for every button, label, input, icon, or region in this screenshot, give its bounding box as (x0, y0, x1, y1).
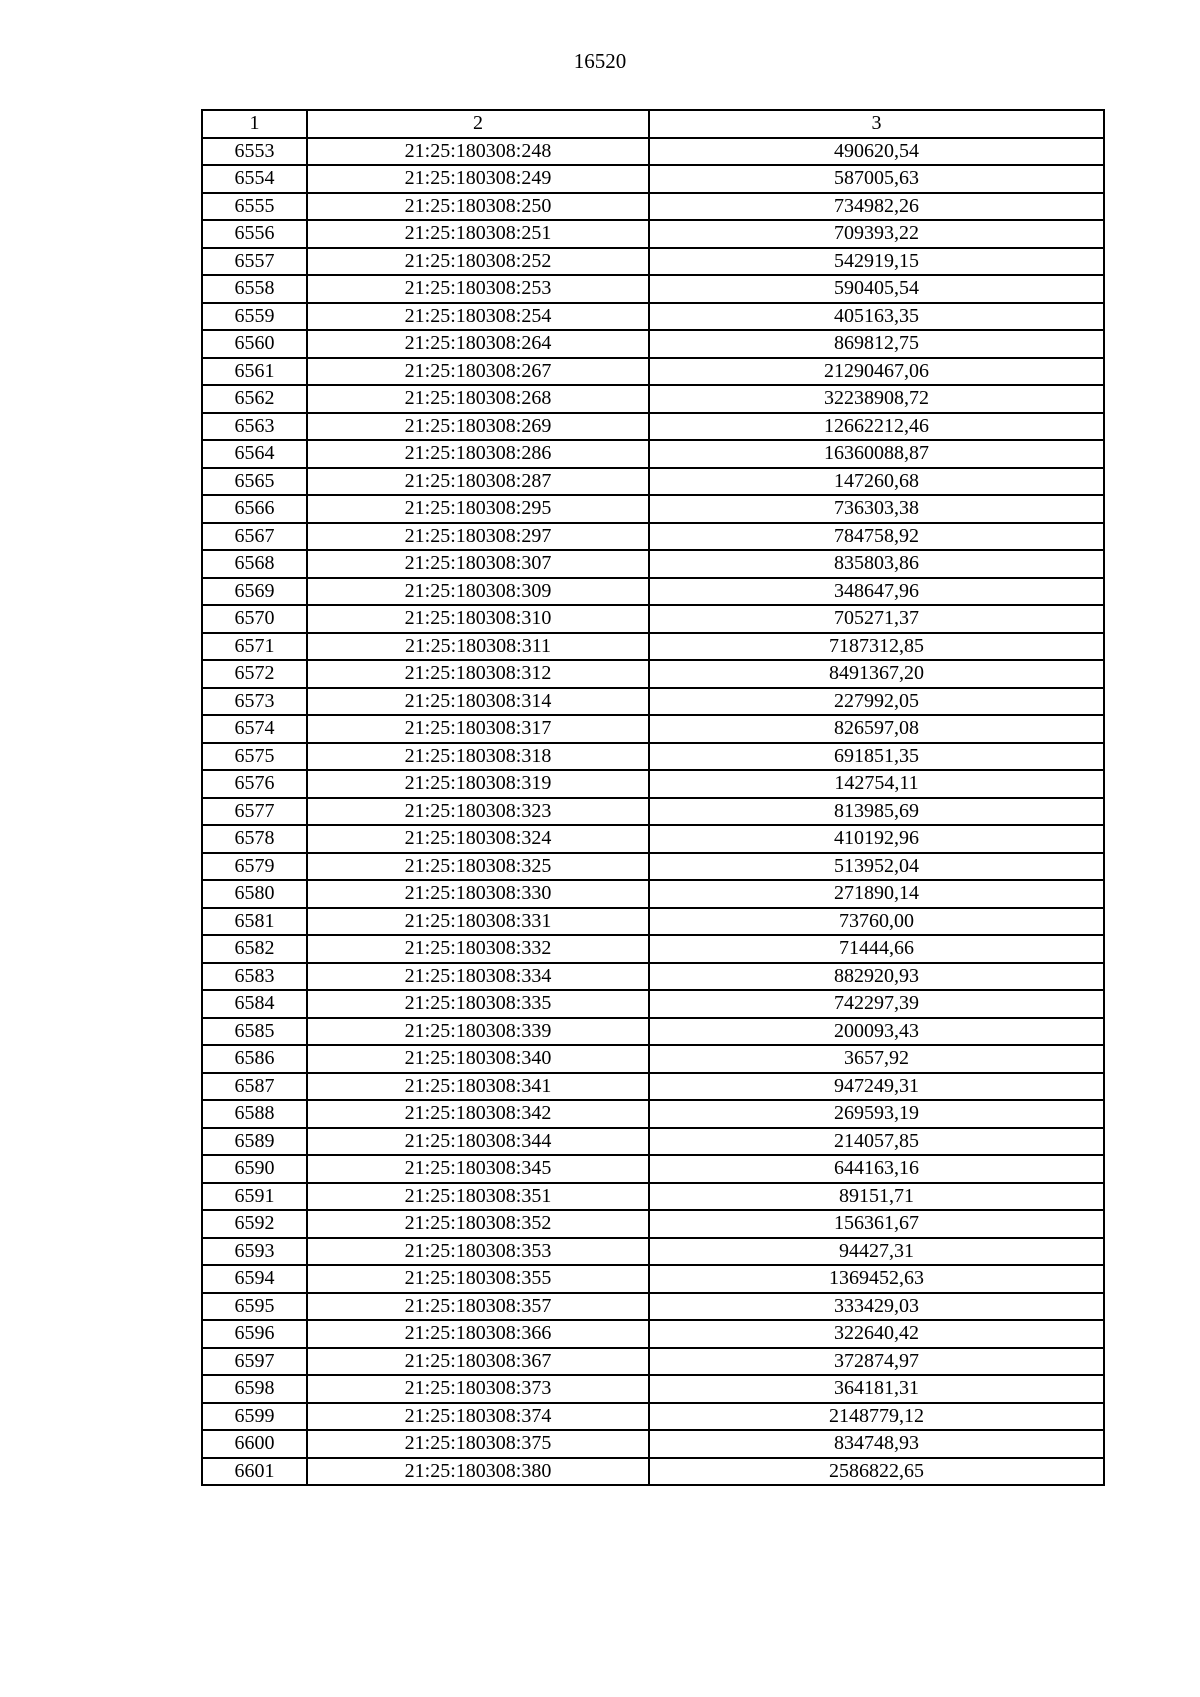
value-cell: 869812,75 (649, 330, 1104, 358)
cadastral-number-cell: 21:25:180308:344 (307, 1128, 649, 1156)
value-cell: 94427,31 (649, 1238, 1104, 1266)
row-number-cell: 6562 (202, 385, 307, 413)
table-row (202, 1073, 1104, 1101)
cadastral-number-cell: 21:25:180308:325 (307, 853, 649, 881)
cadastral-number-cell: 21:25:180308:334 (307, 963, 649, 991)
row-number-cell: 6593 (202, 1238, 307, 1266)
table-row (202, 990, 1104, 1018)
value-cell: 372874,97 (649, 1348, 1104, 1376)
cadastral-number-cell: 21:25:180308:307 (307, 550, 649, 578)
table-row (202, 1045, 1104, 1073)
value-cell: 1369452,63 (649, 1265, 1104, 1293)
cadastral-number-cell: 21:25:180308:267 (307, 358, 649, 386)
value-cell: 364181,31 (649, 1375, 1104, 1403)
value-cell: 736303,38 (649, 495, 1104, 523)
cadastral-number-cell: 21:25:180308:324 (307, 825, 649, 853)
value-cell: 142754,11 (649, 770, 1104, 798)
value-cell: 947249,31 (649, 1073, 1104, 1101)
table-row (202, 1018, 1104, 1046)
value-cell: 709393,22 (649, 220, 1104, 248)
cadastral-number-cell: 21:25:180308:335 (307, 990, 649, 1018)
row-number-cell: 6575 (202, 743, 307, 771)
cadastral-number-cell: 21:25:180308:254 (307, 303, 649, 331)
cadastral-number-cell: 21:25:180308:357 (307, 1293, 649, 1321)
cadastral-number-cell: 21:25:180308:373 (307, 1375, 649, 1403)
cadastral-number-cell: 21:25:180308:355 (307, 1265, 649, 1293)
row-number-cell: 6582 (202, 935, 307, 963)
cadastral-number-cell: 21:25:180308:297 (307, 523, 649, 551)
table-row (202, 963, 1104, 991)
cadastral-number-cell: 21:25:180308:331 (307, 908, 649, 936)
value-cell: 269593,19 (649, 1100, 1104, 1128)
value-cell: 89151,71 (649, 1183, 1104, 1211)
cadastral-number-cell: 21:25:180308:248 (307, 138, 649, 166)
cadastral-number-cell: 21:25:180308:332 (307, 935, 649, 963)
table-row (202, 303, 1104, 331)
table-row (202, 1403, 1104, 1431)
value-cell: 333429,03 (649, 1293, 1104, 1321)
table-row (202, 660, 1104, 688)
cadastral-number-cell: 21:25:180308:342 (307, 1100, 649, 1128)
cadastral-number-cell: 21:25:180308:252 (307, 248, 649, 276)
row-number-cell: 6574 (202, 715, 307, 743)
table-row (202, 358, 1104, 386)
row-number-cell: 6580 (202, 880, 307, 908)
table-row (202, 138, 1104, 166)
value-cell: 705271,37 (649, 605, 1104, 633)
row-number-cell: 6589 (202, 1128, 307, 1156)
table-row (202, 1210, 1104, 1238)
table-row (202, 880, 1104, 908)
value-cell: 542919,15 (649, 248, 1104, 276)
table-row (202, 935, 1104, 963)
cadastral-number-cell: 21:25:180308:330 (307, 880, 649, 908)
table-row (202, 715, 1104, 743)
value-cell: 410192,96 (649, 825, 1104, 853)
cadastral-number-cell: 21:25:180308:323 (307, 798, 649, 826)
value-cell: 200093,43 (649, 1018, 1104, 1046)
cadastral-number-cell: 21:25:180308:312 (307, 660, 649, 688)
table-row (202, 908, 1104, 936)
value-cell: 2148779,12 (649, 1403, 1104, 1431)
cadastral-number-cell: 21:25:180308:314 (307, 688, 649, 716)
table-row (202, 743, 1104, 771)
cadastral-number-cell: 21:25:180308:380 (307, 1458, 649, 1486)
cadastral-number-cell: 21:25:180308:249 (307, 165, 649, 193)
value-cell: 644163,16 (649, 1155, 1104, 1183)
table-row (202, 220, 1104, 248)
table-header (202, 110, 1104, 138)
table-row (202, 248, 1104, 276)
row-number-cell: 6579 (202, 853, 307, 881)
row-number-cell: 6565 (202, 468, 307, 496)
cadastral-number-cell: 21:25:180308:345 (307, 1155, 649, 1183)
row-number-cell: 6568 (202, 550, 307, 578)
cadastral-number-cell: 21:25:180308:253 (307, 275, 649, 303)
table-row (202, 1320, 1104, 1348)
value-cell: 322640,42 (649, 1320, 1104, 1348)
table-row (202, 275, 1104, 303)
row-number-cell: 6566 (202, 495, 307, 523)
table-row (202, 633, 1104, 661)
row-number-cell: 6561 (202, 358, 307, 386)
table-row (202, 385, 1104, 413)
table-row (202, 798, 1104, 826)
cadastral-number-cell: 21:25:180308:269 (307, 413, 649, 441)
cadastral-number-cell: 21:25:180308:264 (307, 330, 649, 358)
table-row (202, 1238, 1104, 1266)
value-cell: 348647,96 (649, 578, 1104, 606)
table-row (202, 440, 1104, 468)
row-number-cell: 6585 (202, 1018, 307, 1046)
row-number-cell: 6569 (202, 578, 307, 606)
table-row (202, 1458, 1104, 1486)
value-cell: 12662212,46 (649, 413, 1104, 441)
table-row (202, 550, 1104, 578)
value-cell: 156361,67 (649, 1210, 1104, 1238)
table-row (202, 1265, 1104, 1293)
cadastral-number-cell: 21:25:180308:351 (307, 1183, 649, 1211)
row-number-cell: 6587 (202, 1073, 307, 1101)
value-cell: 784758,92 (649, 523, 1104, 551)
cadastral-number-cell: 21:25:180308:339 (307, 1018, 649, 1046)
value-cell: 73760,00 (649, 908, 1104, 936)
cadastral-number-cell: 21:25:180308:353 (307, 1238, 649, 1266)
row-number-cell: 6583 (202, 963, 307, 991)
value-cell: 826597,08 (649, 715, 1104, 743)
table-row (202, 1100, 1104, 1128)
value-cell: 8491367,20 (649, 660, 1104, 688)
header-row (202, 110, 1104, 138)
value-cell: 813985,69 (649, 798, 1104, 826)
table-row (202, 1155, 1104, 1183)
value-cell: 835803,86 (649, 550, 1104, 578)
row-number-cell: 6571 (202, 633, 307, 661)
row-number-cell: 6588 (202, 1100, 307, 1128)
cadastral-number-cell: 21:25:180308:287 (307, 468, 649, 496)
table-row (202, 413, 1104, 441)
row-number-cell: 6596 (202, 1320, 307, 1348)
column-header-2: 2 (307, 110, 649, 138)
value-cell: 590405,54 (649, 275, 1104, 303)
value-cell: 2586822,65 (649, 1458, 1104, 1486)
cadastral-number-cell: 21:25:180308:286 (307, 440, 649, 468)
cadastral-number-cell: 21:25:180308:341 (307, 1073, 649, 1101)
value-cell: 7187312,85 (649, 633, 1104, 661)
table-row (202, 523, 1104, 551)
row-number-cell: 6592 (202, 1210, 307, 1238)
table-row (202, 825, 1104, 853)
row-number-cell: 6554 (202, 165, 307, 193)
table-row (202, 193, 1104, 221)
row-number-cell: 6564 (202, 440, 307, 468)
cadastral-number-cell: 21:25:180308:250 (307, 193, 649, 221)
table-row (202, 1293, 1104, 1321)
row-number-cell: 6584 (202, 990, 307, 1018)
row-number-cell: 6576 (202, 770, 307, 798)
row-number-cell: 6558 (202, 275, 307, 303)
row-number-cell: 6600 (202, 1430, 307, 1458)
row-number-cell: 6563 (202, 413, 307, 441)
row-number-cell: 6577 (202, 798, 307, 826)
value-cell: 147260,68 (649, 468, 1104, 496)
table-body (202, 138, 1104, 1486)
value-cell: 834748,93 (649, 1430, 1104, 1458)
cadastral-number-cell: 21:25:180308:317 (307, 715, 649, 743)
table-row (202, 1348, 1104, 1376)
row-number-cell: 6559 (202, 303, 307, 331)
row-number-cell: 6560 (202, 330, 307, 358)
row-number-cell: 6581 (202, 908, 307, 936)
value-cell: 742297,39 (649, 990, 1104, 1018)
cadastral-number-cell: 21:25:180308:295 (307, 495, 649, 523)
cadastral-number-cell: 21:25:180308:310 (307, 605, 649, 633)
cadastral-number-cell: 21:25:180308:318 (307, 743, 649, 771)
row-number-cell: 6553 (202, 138, 307, 166)
row-number-cell: 6573 (202, 688, 307, 716)
value-cell: 3657,92 (649, 1045, 1104, 1073)
cadastral-number-cell: 21:25:180308:268 (307, 385, 649, 413)
value-cell: 271890,14 (649, 880, 1104, 908)
row-number-cell: 6567 (202, 523, 307, 551)
value-cell: 513952,04 (649, 853, 1104, 881)
value-cell: 71444,66 (649, 935, 1104, 963)
cadastral-number-cell: 21:25:180308:309 (307, 578, 649, 606)
value-cell: 21290467,06 (649, 358, 1104, 386)
row-number-cell: 6557 (202, 248, 307, 276)
column-header-3: 3 (649, 110, 1104, 138)
row-number-cell: 6591 (202, 1183, 307, 1211)
cadastral-number-cell: 21:25:180308:319 (307, 770, 649, 798)
table-row (202, 1430, 1104, 1458)
table-row (202, 495, 1104, 523)
table-row (202, 330, 1104, 358)
value-cell: 405163,35 (649, 303, 1104, 331)
row-number-cell: 6598 (202, 1375, 307, 1403)
row-number-cell: 6572 (202, 660, 307, 688)
table-row (202, 1128, 1104, 1156)
table-row (202, 1375, 1104, 1403)
column-header-1: 1 (202, 110, 307, 138)
value-cell: 16360088,87 (649, 440, 1104, 468)
value-cell: 227992,05 (649, 688, 1104, 716)
cadastral-number-cell: 21:25:180308:366 (307, 1320, 649, 1348)
row-number-cell: 6601 (202, 1458, 307, 1486)
cadastral-number-cell: 21:25:180308:251 (307, 220, 649, 248)
row-number-cell: 6556 (202, 220, 307, 248)
row-number-cell: 6599 (202, 1403, 307, 1431)
value-cell: 691851,35 (649, 743, 1104, 771)
cadastral-number-cell: 21:25:180308:374 (307, 1403, 649, 1431)
table-row (202, 468, 1104, 496)
row-number-cell: 6595 (202, 1293, 307, 1321)
row-number-cell: 6597 (202, 1348, 307, 1376)
cadastral-number-cell: 21:25:180308:352 (307, 1210, 649, 1238)
table-row (202, 605, 1104, 633)
row-number-cell: 6578 (202, 825, 307, 853)
table-row (202, 770, 1104, 798)
cadastral-number-cell: 21:25:180308:367 (307, 1348, 649, 1376)
row-number-cell: 6570 (202, 605, 307, 633)
table-row (202, 165, 1104, 193)
value-cell: 587005,63 (649, 165, 1104, 193)
table-row (202, 853, 1104, 881)
table-row (202, 1183, 1104, 1211)
row-number-cell: 6555 (202, 193, 307, 221)
row-number-cell: 6590 (202, 1155, 307, 1183)
value-cell: 734982,26 (649, 193, 1104, 221)
row-number-cell: 6586 (202, 1045, 307, 1073)
page-number: 16520 (573, 49, 627, 73)
value-cell: 214057,85 (649, 1128, 1104, 1156)
cadastral-number-cell: 21:25:180308:340 (307, 1045, 649, 1073)
cadastral-number-cell: 21:25:180308:375 (307, 1430, 649, 1458)
value-cell: 490620,54 (649, 138, 1104, 166)
table-row (202, 578, 1104, 606)
value-cell: 882920,93 (649, 963, 1104, 991)
value-cell: 32238908,72 (649, 385, 1104, 413)
row-number-cell: 6594 (202, 1265, 307, 1293)
data-table (201, 109, 1105, 1486)
table-row (202, 688, 1104, 716)
cadastral-number-cell: 21:25:180308:311 (307, 633, 649, 661)
